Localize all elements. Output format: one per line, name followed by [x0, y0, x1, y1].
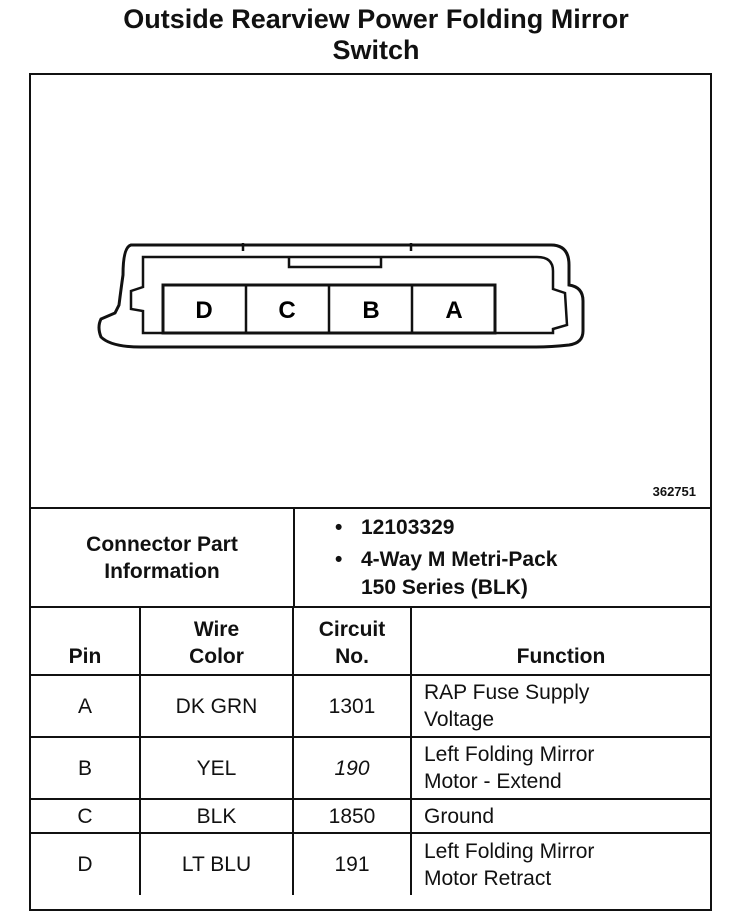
- header-pin: Pin: [31, 608, 140, 675]
- circuit-cell: 190: [293, 737, 411, 799]
- info-label-line-2: Information: [104, 559, 220, 583]
- table-row: [31, 799, 710, 833]
- connector-sheet: [29, 73, 712, 911]
- connector-figure: [31, 75, 710, 509]
- wire-color-cell: LT BLU: [140, 833, 293, 895]
- cavity-label-a: A: [445, 297, 463, 324]
- circuit-cell: 1850: [293, 799, 411, 833]
- table-header-row: [31, 608, 710, 675]
- table-row: [31, 737, 710, 799]
- function-cell: Left Folding Mirror Motor Retract: [411, 833, 710, 895]
- wire-color-cell: BLK: [140, 799, 293, 833]
- table-row: [31, 675, 710, 737]
- connector-description-2: 150 Series (BLK): [361, 576, 528, 599]
- function-cell: Left Folding Mirror Motor - Extend: [411, 737, 710, 799]
- title-line-2: Switch: [332, 35, 420, 65]
- function-cell: RAP Fuse Supply Voltage: [411, 675, 710, 737]
- info-label-line-1: Connector Part: [86, 532, 238, 556]
- connector-face-drawing: [31, 75, 710, 507]
- cavity-label-b: B: [362, 297, 380, 324]
- bullet-1: •: [335, 516, 343, 539]
- pinout-table: [31, 608, 710, 895]
- header-function: Function: [411, 608, 710, 675]
- part-number: 12103329: [361, 516, 455, 539]
- wire-color-cell: DK GRN: [140, 675, 293, 737]
- wire-color-cell: YEL: [140, 737, 293, 799]
- circuit-cell: 191: [293, 833, 411, 895]
- figure-id: 362751: [652, 484, 696, 499]
- latch-tab: [289, 257, 381, 267]
- pin-cell: B: [31, 737, 140, 799]
- function-cell: Ground: [411, 799, 710, 833]
- pin-cell: D: [31, 833, 140, 895]
- connector-part-info: [31, 509, 710, 608]
- bullet-2: •: [335, 548, 343, 571]
- connector-info-values: [295, 509, 710, 606]
- title-line-1: Outside Rearview Power Folding Mirror: [123, 4, 629, 34]
- cavity-label-d: D: [195, 297, 213, 324]
- header-wire-color: Wire Color: [140, 608, 293, 675]
- table-row: [31, 833, 710, 895]
- document-title: [0, 4, 752, 66]
- connector-info-label: [31, 509, 295, 606]
- connector-description-1: 4-Way M Metri-Pack: [361, 548, 558, 571]
- pin-cell: A: [31, 675, 140, 737]
- circuit-cell: 1301: [293, 675, 411, 737]
- cavity-label-c: C: [278, 297, 296, 324]
- pin-cell: C: [31, 799, 140, 833]
- header-circuit-no: Circuit No.: [293, 608, 411, 675]
